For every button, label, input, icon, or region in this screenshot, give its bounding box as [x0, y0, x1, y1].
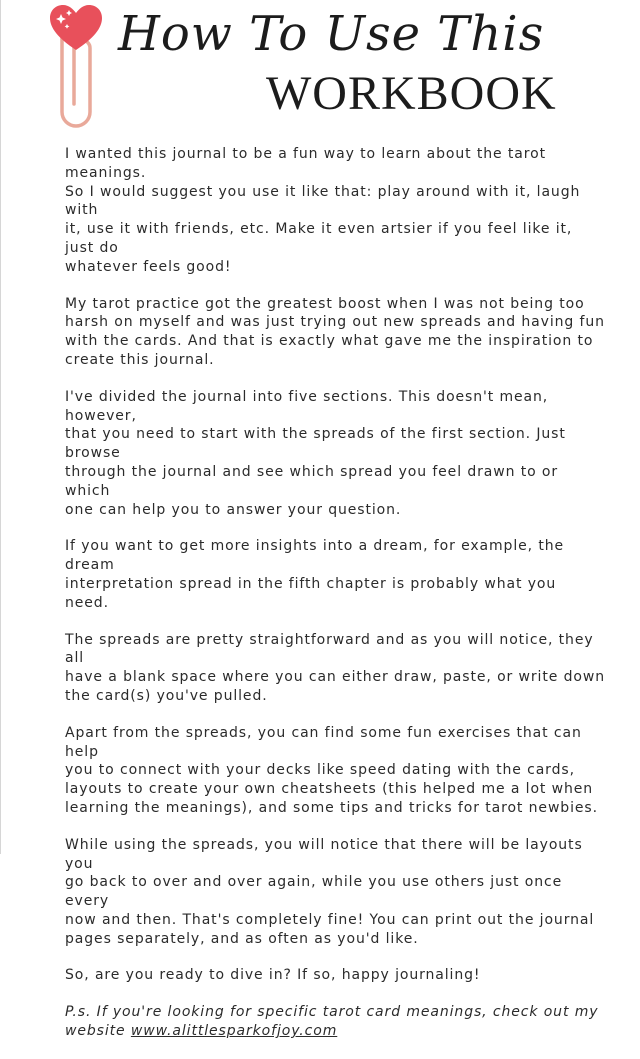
- paragraph-layouts: While using the spreads, you will notice that there will be layouts you go back to over and over again, while you use others just once every now and then. That's completely fine! You can print out the journal pages separately, and as often as you'd like.: [65, 836, 595, 947]
- title-script: How To Use This: [118, 6, 545, 62]
- paragraph-practice: My tarot practice got the greatest boost when I was not being too harsh on myself and was just trying out new spreads and having fun with the cards. And that is exactly what gave me the inspiration to create this journal.: [65, 295, 605, 368]
- heart-paperclip-icon: [48, 4, 104, 130]
- page-border: [0, 0, 1, 854]
- body-text: [65, 145, 605, 1059]
- paragraph-dream: If you want to get more insights into a dream, for example, the dream interpretation spread in the fifth chapter is probably what you need.: [65, 538, 565, 611]
- paragraph-spreads: The spreads are pretty straightforward and as you will notice, they all have a blank space where you can either draw, paste, or write down the card(s) you've pulled.: [65, 631, 605, 704]
- paragraph-closing: So, are you ready to dive in? If so, happy journaling!: [65, 967, 481, 984]
- postscript: [65, 1003, 605, 1041]
- paragraph-sections: I've divided the journal into five sections. This doesn't mean, however, that you need to start with the spreads of the first section. Just browse through the journal and see which spread you feel drawn to or which one can help you to answer your question.: [65, 388, 566, 518]
- paragraph-intro: I wanted this journal to be a fun way to learn about the tarot meanings. So I would suggest you use it like that: play around with it, laugh with it, use it with friends, etc. Make it even artsier if you feel like it, just do whatever feels good!: [65, 146, 581, 275]
- website-link[interactable]: www.alittlesparkofjoy.com: [130, 1023, 338, 1040]
- postscript-text: P.s. If you're looking for specific tarot card meanings, check out my website: [65, 1004, 599, 1040]
- page-title: WORKBOOK: [266, 67, 557, 120]
- paragraph-exercises: Apart from the spreads, you can find some fun exercises that can help you to connect with your decks like speed dating with the cards, layouts to create your own cheatsheets (this helped me a lot when learning the meanings), and some tips and tricks for tarot newbies.: [65, 724, 598, 816]
